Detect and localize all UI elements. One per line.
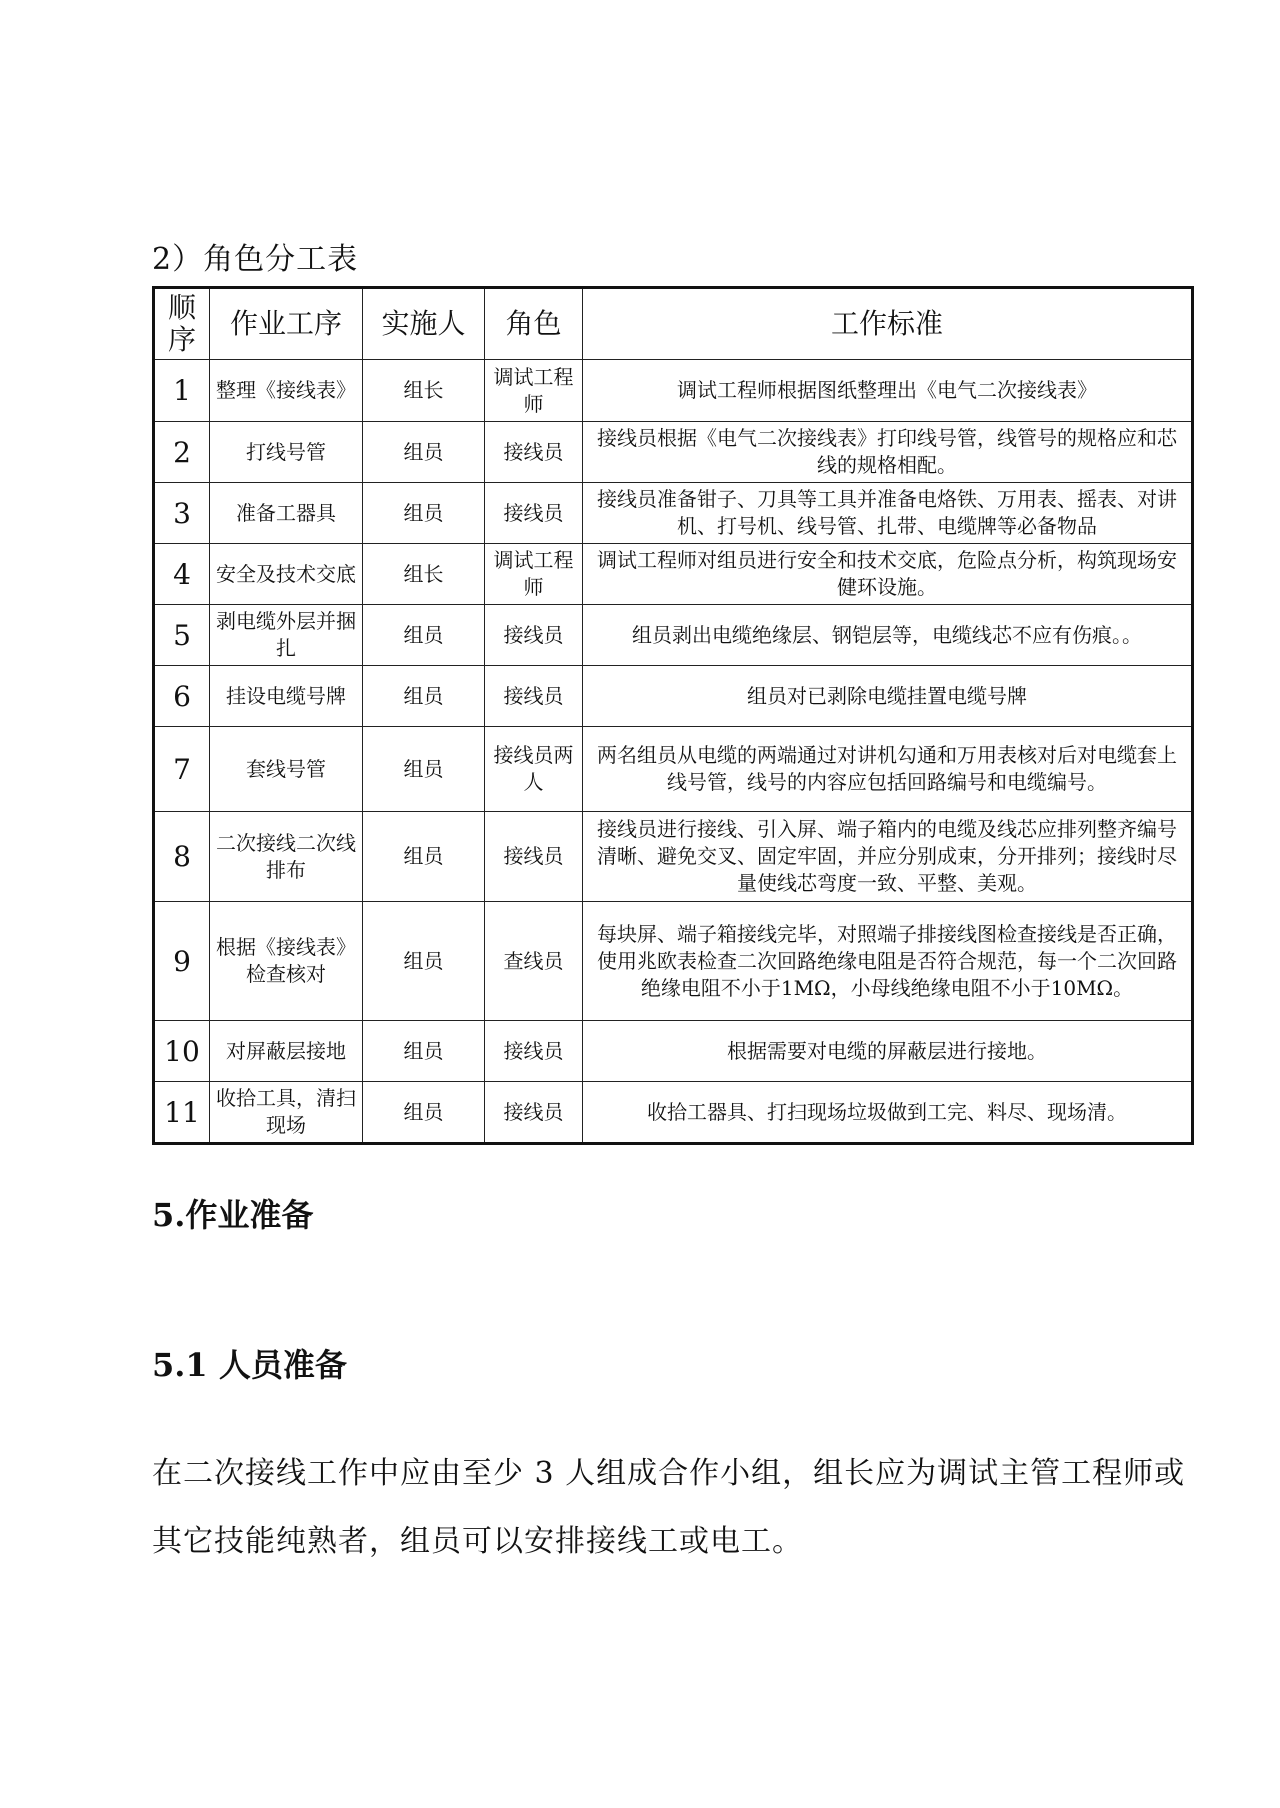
- cell-standard: 根据需要对电缆的屏蔽层进行接地。: [583, 1021, 1193, 1082]
- cell-role: 接线员: [485, 666, 583, 727]
- cell-seq: 10: [154, 1021, 210, 1082]
- table-row: [154, 422, 1193, 483]
- table-row: [154, 812, 1193, 902]
- body-paragraph: 在二次接线工作中应由至少 3 人组成合作小组，组长应为调试主管工程师或其它技能纯熟者，组员可以安排接线工或电工。: [152, 1456, 1186, 1559]
- cell-standard: 调试工程师对组员进行安全和技术交底，危险点分析，构筑现场安健环设施。: [583, 544, 1193, 605]
- cell-executor: 组员: [363, 727, 485, 812]
- cell-seq: 9: [154, 902, 210, 1021]
- cell-seq: 7: [154, 727, 210, 812]
- cell-seq: 8: [154, 812, 210, 902]
- header-executor: 实施人: [363, 288, 485, 360]
- cell-process: 根据《接线表》检查核对: [210, 902, 363, 1021]
- cell-role: 接线员两人: [485, 727, 583, 812]
- cell-process: 剥电缆外层并捆扎: [210, 605, 363, 666]
- table-row: [154, 483, 1193, 544]
- table-row: [154, 727, 1193, 812]
- cell-seq: 4: [154, 544, 210, 605]
- cell-process: 安全及技术交底: [210, 544, 363, 605]
- table-row: [154, 605, 1193, 666]
- cell-role: 接线员: [485, 1082, 583, 1144]
- section-heading-prep: 5.作业准备: [152, 1196, 314, 1234]
- cell-executor: 组员: [363, 812, 485, 902]
- cell-executor: 组员: [363, 422, 485, 483]
- cell-executor: 组长: [363, 360, 485, 422]
- cell-process: 二次接线二次线排布: [210, 812, 363, 902]
- table-header-row: [154, 288, 1193, 360]
- header-seq: 顺序: [154, 288, 210, 360]
- cell-process: 对屏蔽层接地: [210, 1021, 363, 1082]
- header-standard: 工作标准: [583, 288, 1193, 360]
- header-process: 作业工序: [210, 288, 363, 360]
- cell-executor: 组员: [363, 666, 485, 727]
- cell-seq: 11: [154, 1082, 210, 1144]
- cell-role: 接线员: [485, 812, 583, 902]
- cell-process: 打线号管: [210, 422, 363, 483]
- cell-seq: 2: [154, 422, 210, 483]
- cell-executor: 组长: [363, 544, 485, 605]
- table-row: [154, 1021, 1193, 1082]
- cell-standard: 接线员进行接线、引入屏、端子箱内的电缆及线芯应排列整齐编号清晰、避免交叉、固定牢固，并应分别成束，分开排列；接线时尽量使线芯弯度一致、平整、美观。: [583, 812, 1193, 902]
- table-row: [154, 1082, 1193, 1144]
- cell-role: 查线员: [485, 902, 583, 1021]
- table-row: [154, 360, 1193, 422]
- cell-role: 调试工程师: [485, 360, 583, 422]
- cell-role: 接线员: [485, 483, 583, 544]
- cell-standard: 组员剥出电缆绝缘层、钢铠层等，电缆线芯不应有伤痕。。: [583, 605, 1193, 666]
- cell-role: 接线员: [485, 605, 583, 666]
- cell-executor: 组员: [363, 605, 485, 666]
- cell-seq: 1: [154, 360, 210, 422]
- cell-standard: 每块屏、端子箱接线完毕，对照端子排接线图检查接线是否正确，使用兆欧表检查二次回路绝缘电阻是否符合规范，每一个二次回路绝缘电阻不小于1MΩ，小母线绝缘电阻不小于10MΩ。: [583, 902, 1193, 1021]
- cell-seq: 3: [154, 483, 210, 544]
- cell-executor: 组员: [363, 1021, 485, 1082]
- cell-role: 接线员: [485, 1021, 583, 1082]
- cell-executor: 组员: [363, 902, 485, 1021]
- cell-role: 接线员: [485, 422, 583, 483]
- cell-standard: 组员对已剥除电缆挂置电缆号牌: [583, 666, 1193, 727]
- cell-standard: 调试工程师根据图纸整理出《电气二次接线表》: [583, 360, 1193, 422]
- cell-seq: 5: [154, 605, 210, 666]
- table-row: [154, 902, 1193, 1021]
- cell-executor: 组员: [363, 483, 485, 544]
- table-row: [154, 544, 1193, 605]
- cell-seq: 6: [154, 666, 210, 727]
- cell-process: 整理《接线表》: [210, 360, 363, 422]
- cell-process: 收拾工具，清扫现场: [210, 1082, 363, 1144]
- cell-process: 准备工器具: [210, 483, 363, 544]
- cell-standard: 接线员准备钳子、刀具等工具并准备电烙铁、万用表、摇表、对讲机、打号机、线号管、扎带、电缆牌等必备物品: [583, 483, 1193, 544]
- cell-standard: 接线员根据《电气二次接线表》打印线号管，线管号的规格应和芯线的规格相配。: [583, 422, 1193, 483]
- cell-standard: 收拾工器具、打扫现场垃圾做到工完、料尽、现场清。: [583, 1082, 1193, 1144]
- cell-executor: 组员: [363, 1082, 485, 1144]
- role-division-table: [152, 286, 1194, 1145]
- table-caption: 2）角色分工表: [152, 242, 359, 277]
- cell-role: 调试工程师: [485, 544, 583, 605]
- cell-process: 挂设电缆号牌: [210, 666, 363, 727]
- table-row: [154, 666, 1193, 727]
- section-heading-personnel: 5.1 人员准备: [152, 1346, 347, 1384]
- header-role: 角色: [485, 288, 583, 360]
- cell-process: 套线号管: [210, 727, 363, 812]
- cell-standard: 两名组员从电缆的两端通过对讲机勾通和万用表核对后对电缆套上线号管，线号的内容应包括回路编号和电缆编号。: [583, 727, 1193, 812]
